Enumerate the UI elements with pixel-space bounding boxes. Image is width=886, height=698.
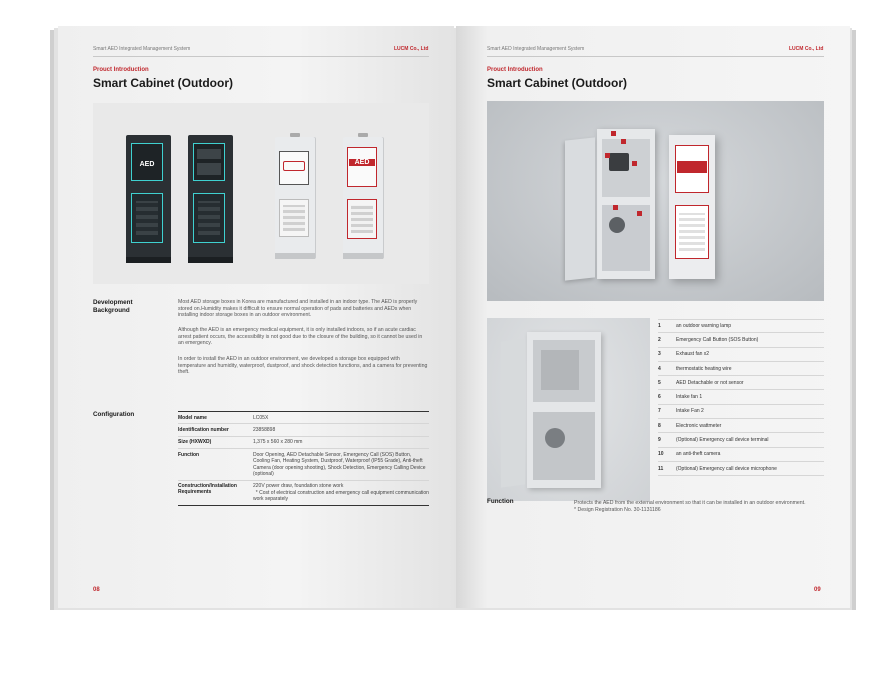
dark-cabinet xyxy=(188,135,233,263)
spec-row xyxy=(178,411,429,424)
legend-label: thermostatic heating wire xyxy=(676,365,732,372)
legend-label: an outdoor warning lamp xyxy=(676,323,732,330)
development-paragraph: In order to install the AED in an outdoor environment, we developed a storage box equipped with temperature and humidity, waterproof, dustproof, and shock detection functions, and a camera for preventing theft. xyxy=(178,356,428,376)
spec-row xyxy=(178,424,429,436)
cabinet-door xyxy=(565,137,595,280)
spec-key: Model name xyxy=(178,414,207,421)
legend-number: 2 xyxy=(658,336,661,343)
spec-value: LC05X xyxy=(253,414,269,421)
legend-label: AED Detachable or not sensor xyxy=(676,379,744,386)
spec-row xyxy=(178,437,429,449)
function-line: * Design Registration No. 30-1131186 xyxy=(574,507,661,513)
legend-number: 11 xyxy=(658,465,664,472)
legend-label: Emergency Call Button (SOS Button) xyxy=(676,336,759,343)
callout-marker xyxy=(637,211,642,216)
dark-cabinet xyxy=(126,135,171,263)
aed-sign: AED xyxy=(139,161,155,168)
spec-row xyxy=(178,481,429,506)
spec-value: 1,375 x 560 x 280 mm xyxy=(253,439,303,446)
spec-value: Door Opening, AED Detachable Sensor, Emergency Call (SOS) Button, Cooling Fan, Heating System, Dustproof, Waterproof (IP55 Grade), Anti-theft Camera (door opening shooting), Shock Detection, Emergency Calling Device (optional) xyxy=(253,451,426,477)
callout-marker xyxy=(621,139,626,144)
development-label-line1: Development xyxy=(93,299,133,306)
legend-label: Intake Fan 2 xyxy=(676,408,704,415)
white-cabinet xyxy=(275,137,315,259)
header-rule xyxy=(93,56,429,57)
cabinet-product-photo xyxy=(93,103,429,284)
legend-label: (Optional) Emergency call device terminal xyxy=(676,437,769,444)
configuration-label: Configuration xyxy=(93,411,135,418)
spec-key: Identification number xyxy=(178,426,229,433)
legend-label: (Optional) Emergency call device microphone xyxy=(676,465,777,472)
function-line: Protects the AED from the external environment so that it can be installed in an outdoor environment. xyxy=(574,500,806,506)
legend-item xyxy=(658,462,824,476)
left-page xyxy=(58,26,454,608)
legend-number: 10 xyxy=(658,451,664,458)
component-legend xyxy=(658,319,824,476)
page-title: Smart Cabinet (Outdoor) xyxy=(487,76,627,90)
legend-number: 4 xyxy=(658,365,661,372)
open-cabinet-photo xyxy=(487,101,824,301)
function-label: Function xyxy=(487,498,514,505)
legend-item xyxy=(658,419,824,433)
spec-key: Size (HXWXD) xyxy=(178,439,212,446)
legend-number: 5 xyxy=(658,379,661,386)
page-number: 08 xyxy=(93,587,100,593)
open-cabinet xyxy=(597,129,655,279)
spec-table xyxy=(178,411,429,506)
spec-key: Construction/Installation Requirements xyxy=(178,483,237,496)
section-kicker: Prouct Introduction xyxy=(487,67,543,73)
legend-number: 9 xyxy=(658,437,661,444)
legend-item xyxy=(658,319,824,333)
cabinet-interior-photo xyxy=(487,318,650,501)
page-number: 09 xyxy=(814,587,821,593)
spec-key: Function xyxy=(178,451,200,458)
legend-label: Intake fan 1 xyxy=(676,394,703,401)
page-title: Smart Cabinet (Outdoor) xyxy=(93,76,233,90)
callout-marker xyxy=(605,153,610,158)
legend-number: 7 xyxy=(658,408,661,415)
legend-number: 3 xyxy=(658,351,661,358)
spec-row xyxy=(178,449,429,481)
callout-marker xyxy=(613,205,618,210)
closed-cabinet xyxy=(669,135,715,279)
development-paragraph: Most AED storage boxes in Korea are manufactured and installed in an indoor type. The AED is properly stored on.Humidity makes it difficult to ensure normal operation of pads and batteries and AEDs when installing indoor storage boxes in an outdoor environment. xyxy=(178,299,418,319)
legend-item xyxy=(658,433,824,447)
development-label-line2: Background xyxy=(93,307,130,314)
spec-value: 23858898 xyxy=(253,426,276,433)
callout-marker xyxy=(632,161,637,166)
legend-label: Exhaust fan x2 xyxy=(676,351,710,358)
spec-value: 220V power draw, foundation stone work * Cost of electrical construction and emergency call equipment communication work separately xyxy=(253,483,429,503)
header-rule xyxy=(487,56,824,57)
running-header-company: LUCM Co., Ltd xyxy=(394,46,429,52)
running-header-company: LUCM Co., Ltd xyxy=(789,46,824,52)
legend-item xyxy=(658,405,824,419)
legend-item xyxy=(658,376,824,390)
running-header-title: Smart AED Integrated Management System xyxy=(93,46,191,52)
white-cabinet xyxy=(343,137,383,259)
running-header-title: Smart AED Integrated Management System xyxy=(487,46,585,52)
legend-item xyxy=(658,362,824,376)
legend-number: 6 xyxy=(658,394,661,401)
aed-sign: AED xyxy=(349,159,375,166)
legend-number: 1 xyxy=(658,323,661,330)
development-paragraph: Although the AED is an emergency medical equipment, it is only installed indoors, so if an acute cardiac arrest patient occurs, the accessibility is not good due to the closure of the building, so it cannot be used in an emergency. xyxy=(178,327,423,347)
legend-item xyxy=(658,348,824,362)
development-label xyxy=(93,299,133,315)
legend-item xyxy=(658,390,824,404)
callout-marker xyxy=(611,131,616,136)
legend-label: an anti-theft camera xyxy=(676,451,721,458)
legend-label: Electronic wattmeter xyxy=(676,422,722,429)
section-kicker: Prouct Introduction xyxy=(93,67,149,73)
legend-number: 8 xyxy=(658,422,661,429)
right-page xyxy=(456,26,850,608)
legend-item xyxy=(658,448,824,462)
legend-item xyxy=(658,333,824,347)
